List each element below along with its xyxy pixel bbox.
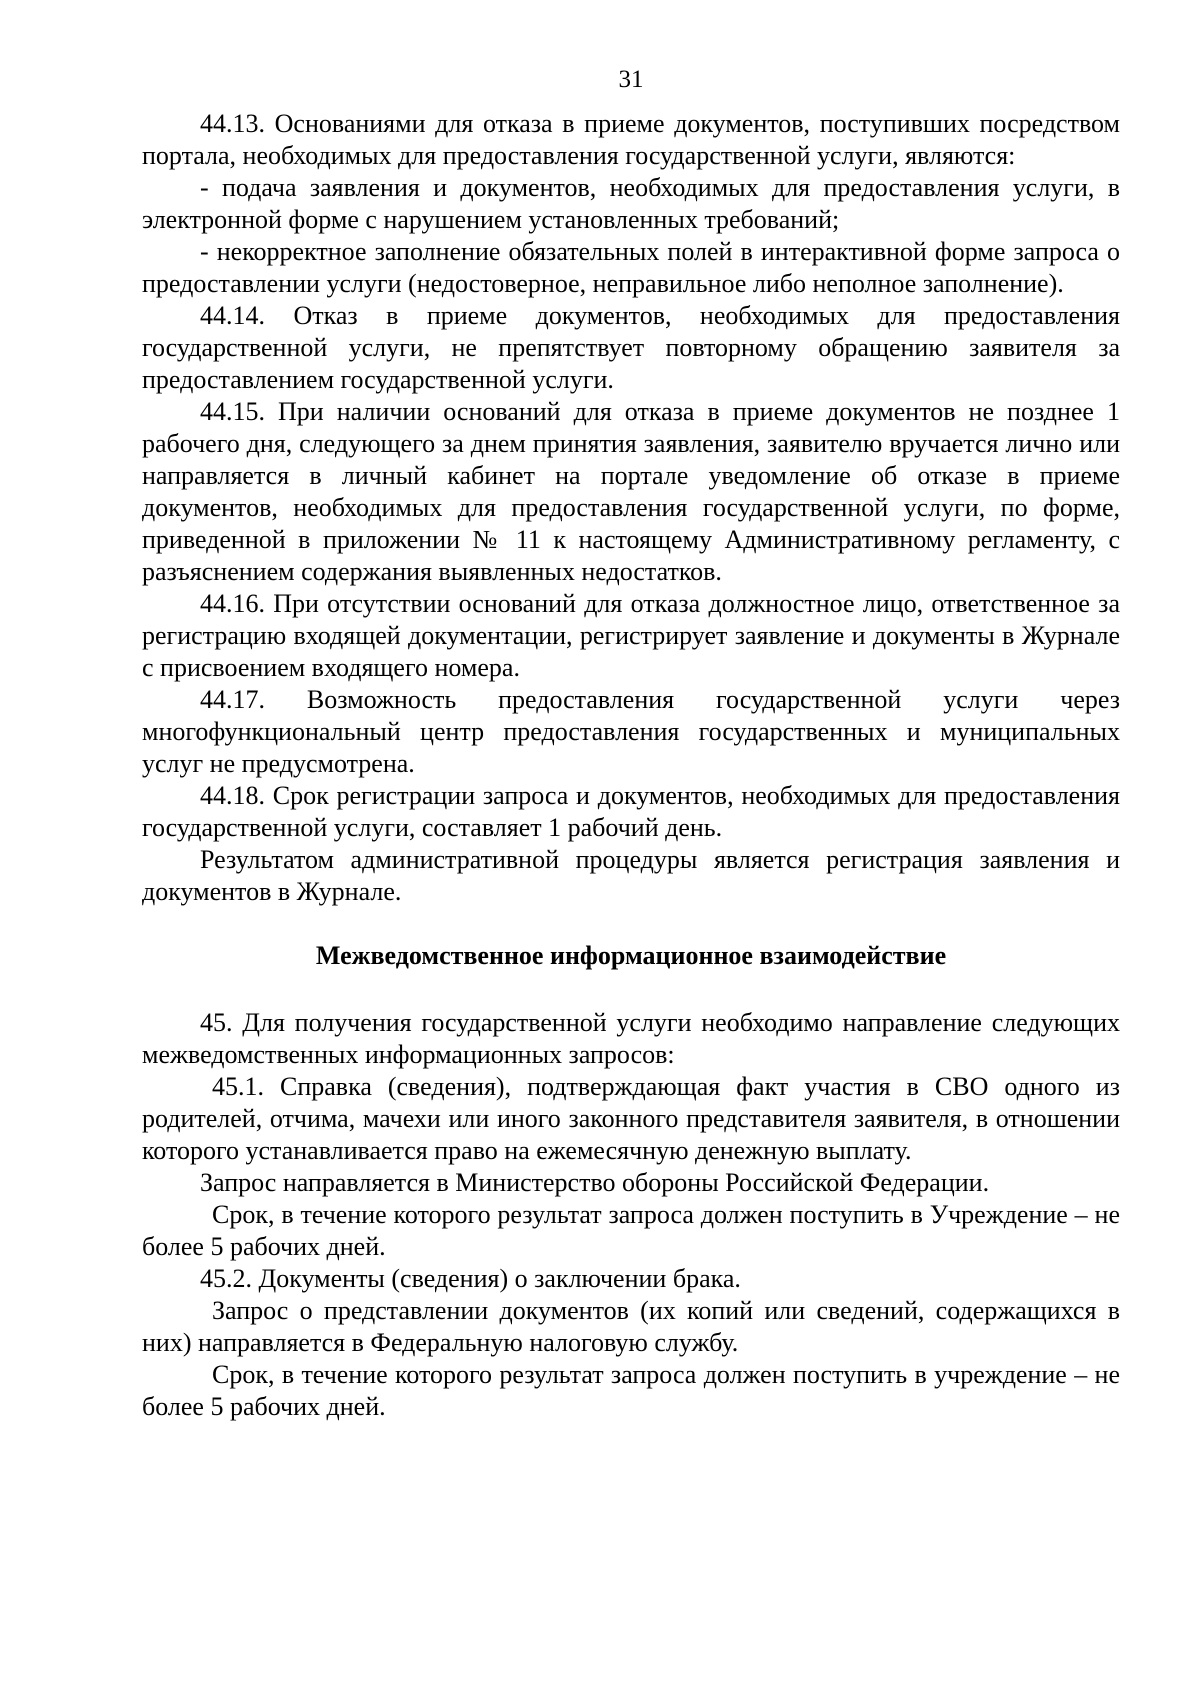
paragraph-procedure-result: Результатом административной процедуры является регистрация заявления и документов в Журнале. — [142, 845, 1120, 906]
document-page — [142, 66, 1120, 1423]
paragraph-44-18: 44.18. Срок регистрации запроса и документов, необходимых для предоставления государственной услуги, составляет 1 рабочий день. — [142, 781, 1120, 842]
paragraph-term-45-1: Срок, в течение которого результат запроса должен поступить в Учреждение – не более 5 рабочих дней. — [142, 1200, 1120, 1261]
paragraph-44-17: 44.17. Возможность предоставления государственной услуги через многофункциональный центр предоставления государственных и муниципальных услуг не предусмотрена. — [142, 685, 1120, 778]
paragraph-request-ministry-defense: Запрос направляется в Министерство обороны Российской Федерации. — [200, 1168, 990, 1197]
paragraph-44-13: 44.13. Основаниями для отказа в приеме документов, поступивших посредством портала, необходимых для предоставления государственной услуги, являются: — [142, 109, 1120, 170]
paragraph-term-45-2: Срок, в течение которого результат запроса должен поступить в учреждение – не более 5 рабочих дней. — [142, 1360, 1120, 1421]
page-number: 31 — [618, 66, 644, 93]
paragraph-request-tax-service: Запрос о представлении документов (их копий или сведений, содержащихся в них) направляется в Федеральную налоговую службу. — [142, 1296, 1120, 1357]
paragraph-45-2: 45.2. Документы (сведения) о заключении брака. — [200, 1264, 741, 1293]
paragraph-45: 45. Для получения государственной услуги необходимо направление следующих межведомственных информационных запросов: — [142, 1008, 1120, 1069]
section-heading: Межведомственное информационное взаимодействие — [315, 941, 947, 970]
paragraph-44-16: 44.16. При отсутствии оснований для отказа должностное лицо, ответственное за регистрацию входящей документации, регистрирует заявление и документы в Журнале с присвоением входящего номера. — [142, 589, 1120, 682]
list-item-incorrect-filling: - некорректное заполнение обязательных полей в интерактивной форме запроса о предоставлении услуги (недостоверное, неправильное либо неполное заполнение). — [142, 237, 1120, 298]
paragraph-44-15: 44.15. При наличии оснований для отказа в приеме документов не позднее 1 рабочего дня, следующего за днем принятия заявления, заявителю вручается лично или направляется в личный кабинет на портале уведомление об отказе в приеме документов, необходимых для предоставления государственной услуги, по форме, приведенной в приложении № 11 к настоящему Административному регламенту, с разъяснением содержания выявленных недостатков. — [142, 397, 1120, 586]
list-item-submission-violation: - подача заявления и документов, необходимых для предоставления услуги, в электронной форме с нарушением установленных требований; — [142, 173, 1120, 234]
paragraph-45-1: 45.1. Справка (сведения), подтверждающая факт участия в СВО одного из родителей, отчима, мачехи или иного законного представителя заявителя, в отношении которого устанавливается право на ежемесячную денежную выплату. — [142, 1072, 1120, 1165]
paragraph-44-14: 44.14. Отказ в приеме документов, необходимых для предоставления государственной услуги, не препятствует повторному обращению заявителя за предоставлением государственной услуги. — [142, 301, 1120, 394]
